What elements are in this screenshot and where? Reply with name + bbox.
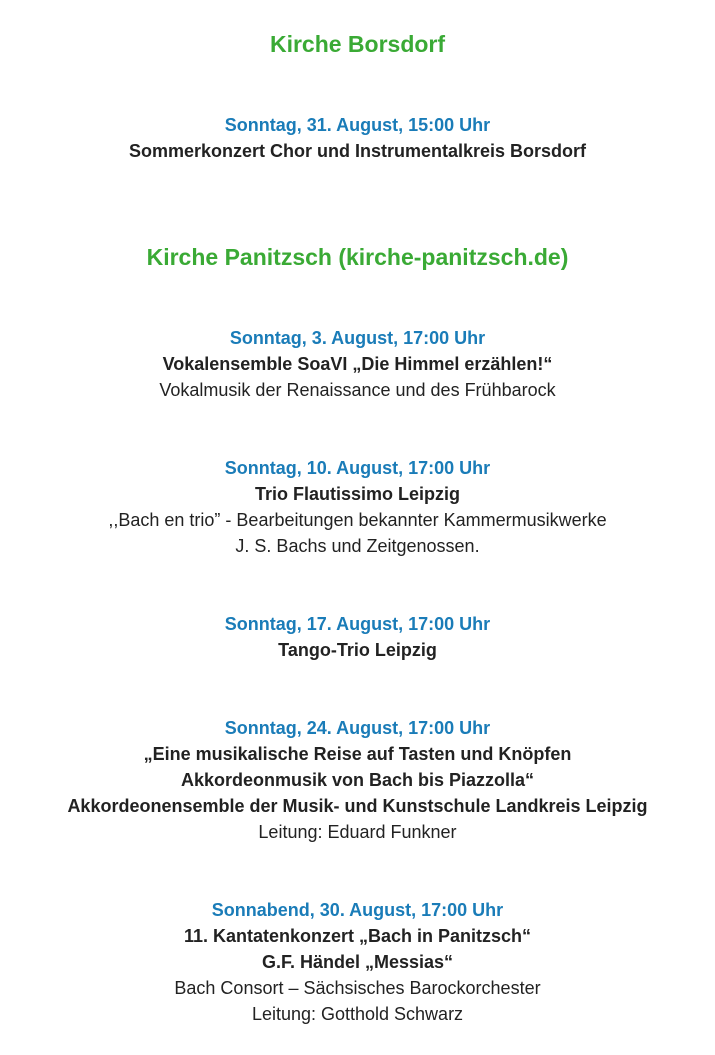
section-heading-borsdorf: Kirche Borsdorf [269,31,446,57]
event-description: Leitung: Gotthold Schwarz [251,1004,464,1024]
event-date: Sonntag, 3. August, 17:00 Uhr [229,328,486,348]
event-description: J. S. Bachs und Zeitgenossen. [235,536,480,556]
section-heading-panitzsch: Kirche Panitzsch (kirche-panitzsch.de) [146,244,569,270]
event-title: Vokalensemble SoaVI „Die Himmel erzählen!“ [162,354,553,374]
event-date: Sonnabend, 30. August, 17:00 Uhr [211,900,504,920]
event-description: Bach Consort – Sächsisches Barockorchester [174,978,541,998]
event-date: Sonntag, 17. August, 17:00 Uhr [224,614,491,634]
event-date: Sonntag, 31. August, 15:00 Uhr [224,115,491,135]
event-title: „Eine musikalische Reise auf Tasten und Knöpfen [143,744,572,764]
event-title: 11. Kantatenkonzert „Bach in Panitzsch“ [183,926,532,946]
event-title: G.F. Händel „Messias“ [261,952,454,972]
event-date: Sonntag, 10. August, 17:00 Uhr [224,458,491,478]
event-description: Vokalmusik der Renaissance und des Frühbarock [159,380,556,400]
event-title: Akkordeonmusik von Bach bis Piazzolla“ [180,770,535,790]
event-description: Leitung: Eduard Funkner [258,822,457,842]
event-title: Akkordeonensemble der Musik- und Kunstschule Landkreis Leipzig [67,796,648,816]
event-title: Sommerkonzert Chor und Instrumentalkreis Borsdorf [128,141,587,161]
event-date: Sonntag, 24. August, 17:00 Uhr [224,718,491,738]
event-description: ,,Bach en trio” - Bearbeitungen bekannter Kammermusikwerke [108,510,607,530]
event-title: Trio Flautissimo Leipzig [254,484,461,504]
event-title: Tango-Trio Leipzig [278,640,437,660]
